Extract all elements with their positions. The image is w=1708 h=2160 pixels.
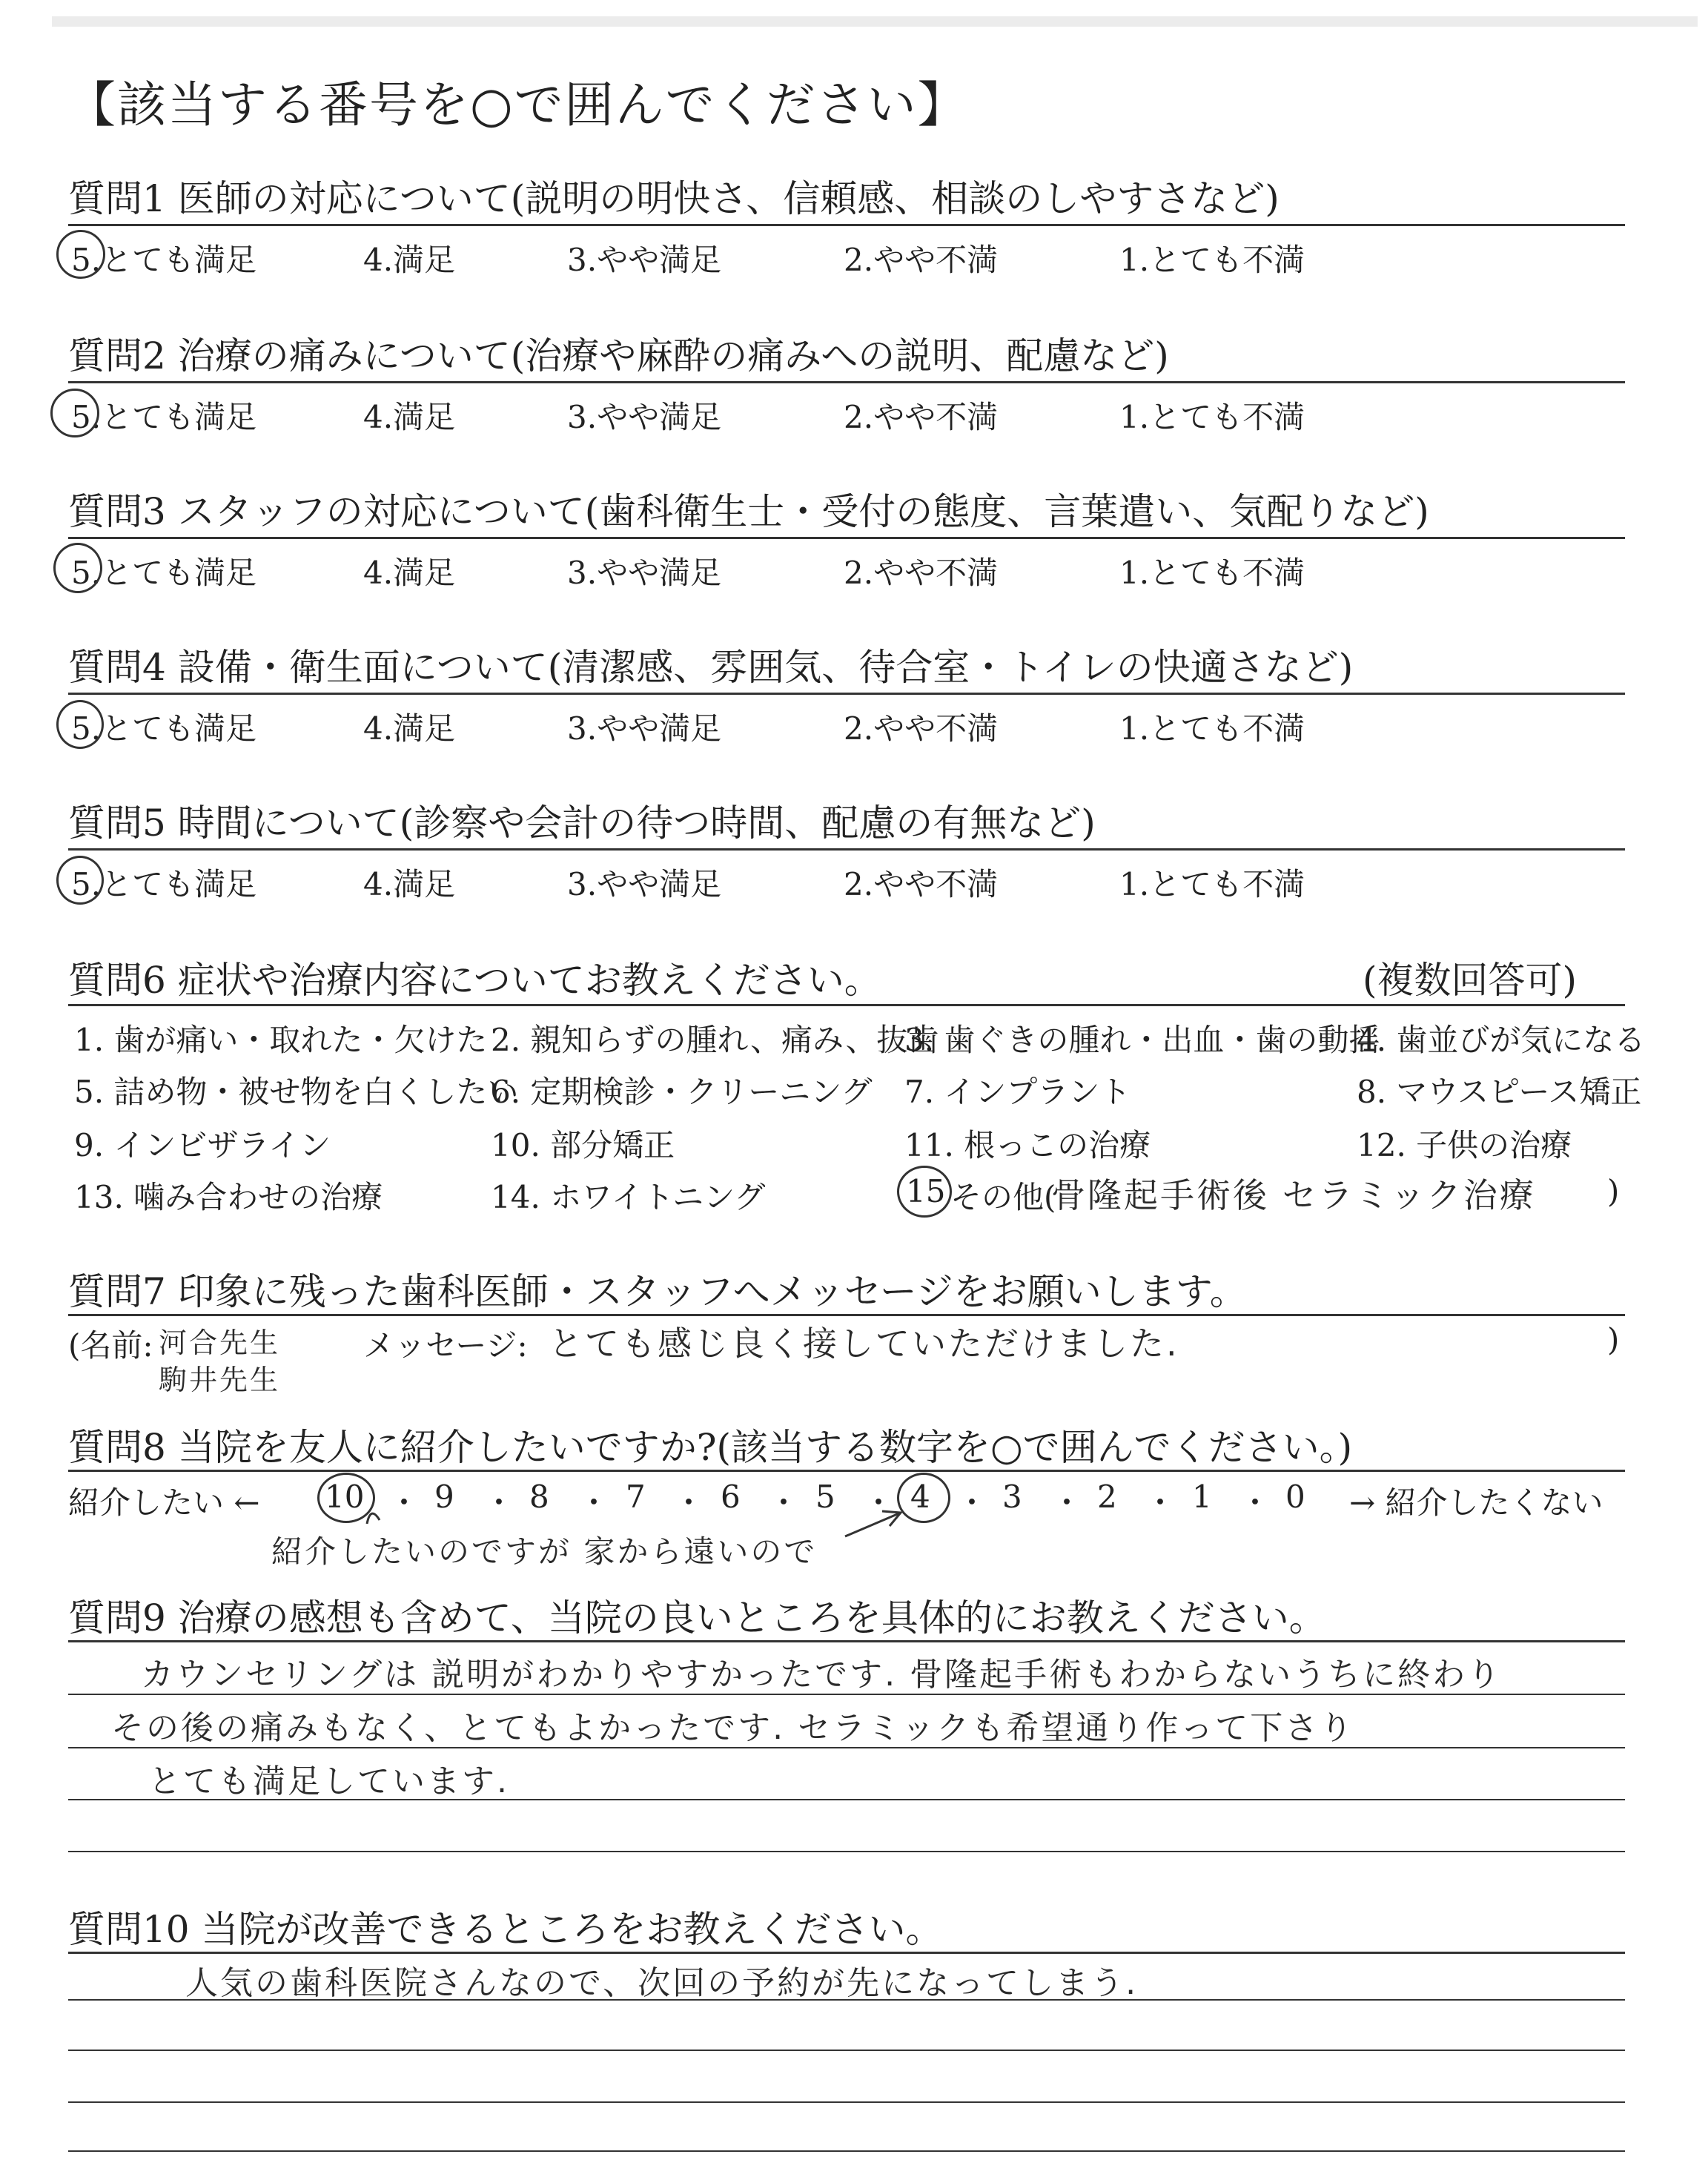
q10-answer-line1: 人気の歯科医院さんなので、次回の予約が先になってしまう. xyxy=(185,1964,1139,2002)
q4-option-4[interactable]: 4.満足 xyxy=(363,710,456,747)
q1-title: 質問1 医師の対応について(説明の明快さ、信頼感、相談のしやすさなど) xyxy=(68,177,1280,220)
q8-dot: ・ xyxy=(1239,1484,1271,1521)
divider xyxy=(68,1640,1625,1642)
q2-title: 質問2 治療の痛みについて(治療や麻酔の痛みへの説明、配慮など) xyxy=(68,334,1169,377)
q3-option-3[interactable]: 3.やや満足 xyxy=(567,555,722,591)
q4-title: 質問4 設備・衛生面について(清潔感、雰囲気、待合室・トイレの快適さなど) xyxy=(68,646,1354,689)
q8-scale-2[interactable]: 2 xyxy=(1097,1479,1117,1515)
q8-scale-10[interactable]: 10 xyxy=(325,1479,365,1515)
q8-dot: ・ xyxy=(1051,1484,1083,1521)
q7-message: とても感じ良く接していただけました. xyxy=(549,1324,1179,1364)
answer-line xyxy=(68,1851,1625,1852)
q6-item-4[interactable]: 4. 歯並びが気になる xyxy=(1357,1022,1646,1058)
q3-option-1[interactable]: 1.とても不満 xyxy=(1119,555,1305,591)
q6-item-2[interactable]: 2. 親知らずの腫れ、痛み、抜歯 xyxy=(491,1022,939,1058)
q7-message-label: メッセージ: xyxy=(363,1327,528,1364)
divider xyxy=(68,1952,1625,1954)
q7-name-label: (名前: xyxy=(68,1327,153,1364)
q1-option-2[interactable]: 2.やや不満 xyxy=(844,242,999,278)
q8-dot: ・ xyxy=(768,1484,800,1521)
q6-other-handwritten: 骨隆起手術後 セラミック治療 xyxy=(1051,1175,1536,1215)
q1-option-3[interactable]: 3.やや満足 xyxy=(567,242,722,278)
q6-item-3[interactable]: 3. 歯ぐきの腫れ・出血・歯の動揺 xyxy=(904,1022,1380,1058)
q8-left-label: 紹介したい ← xyxy=(68,1484,260,1521)
q1-option-5[interactable]: 5.とても満足 xyxy=(71,242,257,278)
q8-handwritten-note: 紹介したいのですが 家から遠いので xyxy=(271,1533,818,1570)
q8-dot: ・ xyxy=(578,1484,610,1521)
q2-option-3[interactable]: 3.やや満足 xyxy=(567,399,722,435)
q8-title: 質問8 当院を友人に紹介したいですか?(該当する数字を○で囲んでください。) xyxy=(68,1426,1353,1469)
q3-option-5[interactable]: 5.とても満足 xyxy=(71,555,257,591)
q6-item-15-number[interactable]: 15 xyxy=(906,1173,946,1209)
q6-title: 質問6 症状や治療内容についてお教えください。 xyxy=(68,959,881,1002)
answer-line xyxy=(68,2101,1625,2103)
q8-scale-4[interactable]: 4 xyxy=(910,1479,930,1515)
q8-dot: ・ xyxy=(863,1484,895,1521)
q6-item-7[interactable]: 7. インプラント xyxy=(904,1074,1131,1110)
q8-scale-3[interactable]: 3 xyxy=(1002,1479,1022,1515)
q7-name-line2: 駒井先生 xyxy=(159,1364,281,1396)
q4-option-3[interactable]: 3.やや満足 xyxy=(567,710,722,747)
q8-scale-5[interactable]: 5 xyxy=(815,1479,835,1515)
q6-item-6[interactable]: 6. 定期検診・クリーニング xyxy=(491,1074,873,1110)
q5-option-4[interactable]: 4.満足 xyxy=(363,866,456,902)
q2-option-4[interactable]: 4.満足 xyxy=(363,399,456,435)
q6-item-13[interactable]: 13. 噛み合わせの治療 xyxy=(74,1179,383,1215)
q4-option-2[interactable]: 2.やや不満 xyxy=(844,710,999,747)
q2-option-1[interactable]: 1.とても不満 xyxy=(1119,399,1305,435)
q9-answer-line3: とても満足しています. xyxy=(148,1763,509,1800)
q2-option-2[interactable]: 2.やや不満 xyxy=(844,399,999,435)
q6-item-11[interactable]: 11. 根っこの治療 xyxy=(904,1127,1151,1163)
arrow-line xyxy=(845,1513,901,1536)
q4-option-1[interactable]: 1.とても不満 xyxy=(1119,710,1305,747)
q7-close: ) xyxy=(1607,1321,1620,1358)
q10-title: 質問10 当院が改善できるところをお教えください。 xyxy=(68,1908,943,1951)
q6-item-10[interactable]: 10. 部分矯正 xyxy=(491,1127,675,1163)
q9-answer-line2: その後の痛みもなく、とてもよかったです. セラミックも希望通り作って下さり xyxy=(111,1709,1355,1747)
q8-scale-9[interactable]: 9 xyxy=(434,1479,454,1515)
q5-option-3[interactable]: 3.やや満足 xyxy=(567,866,722,902)
q8-scale-0[interactable]: 0 xyxy=(1285,1479,1305,1515)
q1-option-4[interactable]: 4.満足 xyxy=(363,242,456,278)
page-title: 【該当する番号を○で囲んでください】 xyxy=(67,76,968,133)
q6-item-15-label: その他( xyxy=(950,1179,1056,1215)
q3-option-2[interactable]: 2.やや不満 xyxy=(844,555,999,591)
q3-option-4[interactable]: 4.満足 xyxy=(363,555,456,591)
q8-right-label: → 紹介したくない xyxy=(1349,1484,1603,1521)
q6-item-9[interactable]: 9. インビザライン xyxy=(74,1127,331,1163)
q6-other-close: ) xyxy=(1607,1173,1620,1209)
q8-dot: ・ xyxy=(956,1484,988,1521)
q7-name-line1: 河合先生 xyxy=(159,1327,281,1359)
q9-title: 質問9 治療の感想も含めて、当院の良いところを具体的にお教えください。 xyxy=(68,1596,1326,1639)
q5-option-1[interactable]: 1.とても不満 xyxy=(1119,866,1305,902)
q8-scale-6[interactable]: 6 xyxy=(721,1479,741,1515)
arrow-mark xyxy=(367,1513,380,1524)
q8-scale-7[interactable]: 7 xyxy=(626,1479,646,1515)
q6-item-14[interactable]: 14. ホワイトニング xyxy=(491,1179,766,1215)
q8-scale-8[interactable]: 8 xyxy=(529,1479,549,1515)
q6-item-12[interactable]: 12. 子供の治療 xyxy=(1357,1127,1572,1163)
q6-item-1[interactable]: 1. 歯が痛い・取れた・欠けた xyxy=(74,1022,488,1058)
q6-item-8[interactable]: 8. マウスピース矯正 xyxy=(1357,1074,1642,1110)
q5-title: 質問5 時間について(診察や会計の待つ時間、配慮の有無など) xyxy=(68,802,1096,845)
q5-option-2[interactable]: 2.やや不満 xyxy=(844,866,999,902)
q7-title: 質問7 印象に残った歯科医師・スタッフへメッセージをお願いします。 xyxy=(68,1270,1247,1313)
q6-item-5[interactable]: 5. 詰め物・被せ物を白くしたい xyxy=(74,1074,519,1110)
q5-option-5[interactable]: 5.とても満足 xyxy=(71,866,257,902)
q8-dot: ・ xyxy=(483,1484,515,1521)
q3-title: 質問3 スタッフの対応について(歯科衛生士・受付の態度、言葉遣い、気配りなど) xyxy=(68,490,1429,533)
q2-option-5[interactable]: 5.とても満足 xyxy=(71,399,257,435)
q8-dot: ・ xyxy=(388,1484,420,1521)
q6-note: (複数回答可) xyxy=(1363,959,1578,1002)
answer-line xyxy=(68,2150,1625,2152)
q4-option-5[interactable]: 5.とても満足 xyxy=(71,710,257,747)
q8-dot: ・ xyxy=(673,1484,705,1521)
q8-scale-1[interactable]: 1 xyxy=(1192,1479,1212,1515)
q8-dot: ・ xyxy=(1145,1484,1176,1521)
q9-answer-line1: カウンセリングは 説明がわかりやすかったです. 骨隆起手術もわからないうちに終わり xyxy=(141,1656,1503,1694)
answer-line xyxy=(68,2050,1625,2051)
q1-option-1[interactable]: 1.とても不満 xyxy=(1119,242,1305,278)
